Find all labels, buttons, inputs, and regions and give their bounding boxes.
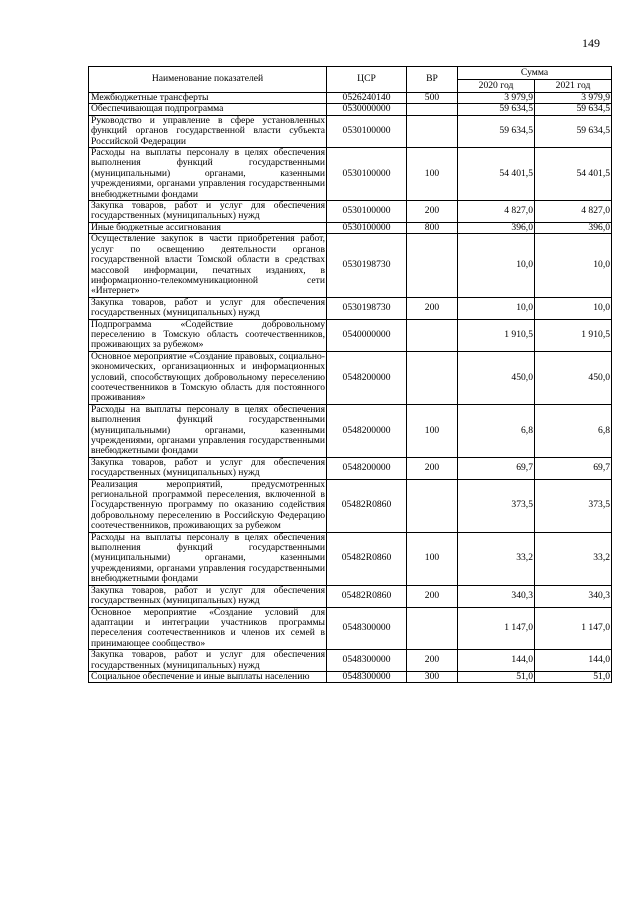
- row-vr: [407, 234, 458, 297]
- row-value-2021: 1 147,0: [535, 607, 612, 650]
- row-value-2020: 59 634,5: [458, 104, 535, 115]
- budget-table: [88, 66, 612, 683]
- row-value-2021: 69,7: [535, 457, 612, 479]
- table-row: [89, 222, 612, 233]
- row-value-2021: 144,0: [535, 650, 612, 672]
- table-body: [89, 93, 612, 683]
- row-csr: 0548200000: [327, 351, 407, 404]
- row-value-2020: 10,0: [458, 234, 535, 297]
- row-name: Основное мероприятие «Создание правовых, социально-экономических, организационных и информационных условий, способствующих добровольному переселению соотечественников в Томскую область для постоянного проживания»: [89, 351, 327, 404]
- row-name: Расходы на выплаты персоналу в целях обеспечения выполнения функций государственными (муниципальными) органами, казенными учреждениями, органами управления государственными внебюджетными фондами: [89, 404, 327, 457]
- table-row: [89, 115, 612, 147]
- row-vr: [407, 104, 458, 115]
- row-name: Иные бюджетные ассигнования: [89, 222, 327, 233]
- row-csr: 0548200000: [327, 457, 407, 479]
- row-value-2020: 373,5: [458, 479, 535, 532]
- row-name: Закупка товаров, работ и услуг для обеспечения государственных (муниципальных) нужд: [89, 297, 327, 319]
- row-csr: 0530000000: [327, 104, 407, 115]
- row-value-2021: 340,3: [535, 585, 612, 607]
- row-value-2021: 59 634,5: [535, 115, 612, 147]
- page-number: 149: [582, 36, 600, 50]
- row-csr: 0548200000: [327, 404, 407, 457]
- table-row: [89, 319, 612, 351]
- row-name: Расходы на выплаты персоналу в целях обеспечения выполнения функций государственными (муниципальными) органами, казенными учреждениями, органами управления государственными внебюджетными фондами: [89, 148, 327, 201]
- table-row: [89, 479, 612, 532]
- row-csr: 0530198730: [327, 297, 407, 319]
- row-value-2020: 33,2: [458, 532, 535, 585]
- row-vr: 100: [407, 404, 458, 457]
- row-name: Расходы на выплаты персоналу в целях обеспечения выполнения функций государственными (муниципальными) органами, казенными учреждениями, органами управления государственными внебюджетными фондами: [89, 532, 327, 585]
- row-vr: [407, 479, 458, 532]
- row-vr: 500: [407, 93, 458, 104]
- row-name: Закупка товаров, работ и услуг для обеспечения государственных (муниципальных) нужд: [89, 585, 327, 607]
- header-2020: 2020 год: [458, 80, 535, 93]
- row-vr: [407, 607, 458, 650]
- row-name: Закупка товаров, работ и услуг для обеспечения государственных (муниципальных) нужд: [89, 457, 327, 479]
- table-row: [89, 148, 612, 201]
- row-value-2020: 51,0: [458, 671, 535, 682]
- table-row: [89, 297, 612, 319]
- row-name: Основное мероприятие «Создание условий для адаптации и интеграции участников программы переселения соотечественников и членов их семей в принимающее сообщество»: [89, 607, 327, 650]
- row-name: Руководство и управление в сфере установленных функций органов государственной власти субъекта Российской Федерации: [89, 115, 327, 147]
- row-value-2020: 54 401,5: [458, 148, 535, 201]
- header-2021: 2021 год: [535, 80, 612, 93]
- row-vr: 100: [407, 148, 458, 201]
- table-row: [89, 104, 612, 115]
- row-name: Подпрограмма «Содействие добровольному переселению в Томскую область соотечественников, проживающих за рубежом»: [89, 319, 327, 351]
- row-value-2020: 450,0: [458, 351, 535, 404]
- table-row: [89, 201, 612, 223]
- row-value-2021: 4 827,0: [535, 201, 612, 223]
- row-value-2021: 3 979,9: [535, 93, 612, 104]
- row-csr: 0548300000: [327, 671, 407, 682]
- row-value-2021: 54 401,5: [535, 148, 612, 201]
- row-name: Межбюджетные трансферты: [89, 93, 327, 104]
- row-csr: 0530100000: [327, 148, 407, 201]
- row-vr: [407, 115, 458, 147]
- table-row: [89, 351, 612, 404]
- row-csr: 0530198730: [327, 234, 407, 297]
- row-csr: 0526240140: [327, 93, 407, 104]
- row-value-2021: 6,8: [535, 404, 612, 457]
- row-value-2021: 10,0: [535, 234, 612, 297]
- table-row: [89, 585, 612, 607]
- row-value-2020: 6,8: [458, 404, 535, 457]
- row-vr: 100: [407, 532, 458, 585]
- row-name: Обеспечивающая подпрограмма: [89, 104, 327, 115]
- row-value-2020: 3 979,9: [458, 93, 535, 104]
- row-csr: 05482R0860: [327, 479, 407, 532]
- row-csr: 0530100000: [327, 115, 407, 147]
- row-csr: 0548300000: [327, 607, 407, 650]
- row-value-2021: 33,2: [535, 532, 612, 585]
- row-csr: 0530100000: [327, 201, 407, 223]
- row-value-2021: 59 634,5: [535, 104, 612, 115]
- table-row: [89, 671, 612, 682]
- row-csr: 0530100000: [327, 222, 407, 233]
- row-value-2021: 51,0: [535, 671, 612, 682]
- row-csr: 0540000000: [327, 319, 407, 351]
- table-row: [89, 607, 612, 650]
- row-vr: [407, 319, 458, 351]
- table-row: [89, 404, 612, 457]
- row-vr: 200: [407, 585, 458, 607]
- row-vr: 800: [407, 222, 458, 233]
- row-value-2020: 1 910,5: [458, 319, 535, 351]
- row-value-2020: 59 634,5: [458, 115, 535, 147]
- row-value-2021: 1 910,5: [535, 319, 612, 351]
- row-value-2020: 69,7: [458, 457, 535, 479]
- table-row: [89, 234, 612, 297]
- row-value-2021: 373,5: [535, 479, 612, 532]
- row-vr: 200: [407, 201, 458, 223]
- table-row: [89, 532, 612, 585]
- table-row: [89, 93, 612, 104]
- row-value-2020: 340,3: [458, 585, 535, 607]
- row-name: Закупка товаров, работ и услуг для обеспечения государственных (муниципальных) нужд: [89, 650, 327, 672]
- row-name: Осуществление закупок в части приобретения работ, услуг по освещению деятельности органов государственной власти Томской области в средствах массовой информации, печатных изданиях, в информационно-телекоммуникационной сети «Интернет»: [89, 234, 327, 297]
- row-vr: 200: [407, 297, 458, 319]
- row-name: Реализация мероприятий, предусмотренных региональной программой переселения, включенной в Государственную программу по оказанию содействия добровольному переселению в Российскую Федерацию соотечественников, проживающих за рубежом: [89, 479, 327, 532]
- row-value-2020: 10,0: [458, 297, 535, 319]
- row-value-2021: 10,0: [535, 297, 612, 319]
- row-value-2021: 450,0: [535, 351, 612, 404]
- row-csr: 05482R0860: [327, 532, 407, 585]
- row-value-2020: 396,0: [458, 222, 535, 233]
- header-csr: ЦСР: [327, 67, 407, 93]
- row-value-2020: 144,0: [458, 650, 535, 672]
- row-csr: 05482R0860: [327, 585, 407, 607]
- row-name: Социальное обеспечение и иные выплаты населению: [89, 671, 327, 682]
- row-vr: 300: [407, 671, 458, 682]
- header-vr: ВР: [407, 67, 458, 93]
- header-sum: Сумма: [458, 67, 612, 80]
- row-name: Закупка товаров, работ и услуг для обеспечения государственных (муниципальных) нужд: [89, 201, 327, 223]
- row-vr: [407, 351, 458, 404]
- row-value-2021: 396,0: [535, 222, 612, 233]
- table-row: [89, 650, 612, 672]
- row-csr: 0548300000: [327, 650, 407, 672]
- row-vr: 200: [407, 650, 458, 672]
- table-row: [89, 457, 612, 479]
- header-name: Наименование показателей: [89, 67, 327, 93]
- row-value-2020: 4 827,0: [458, 201, 535, 223]
- row-vr: 200: [407, 457, 458, 479]
- row-value-2020: 1 147,0: [458, 607, 535, 650]
